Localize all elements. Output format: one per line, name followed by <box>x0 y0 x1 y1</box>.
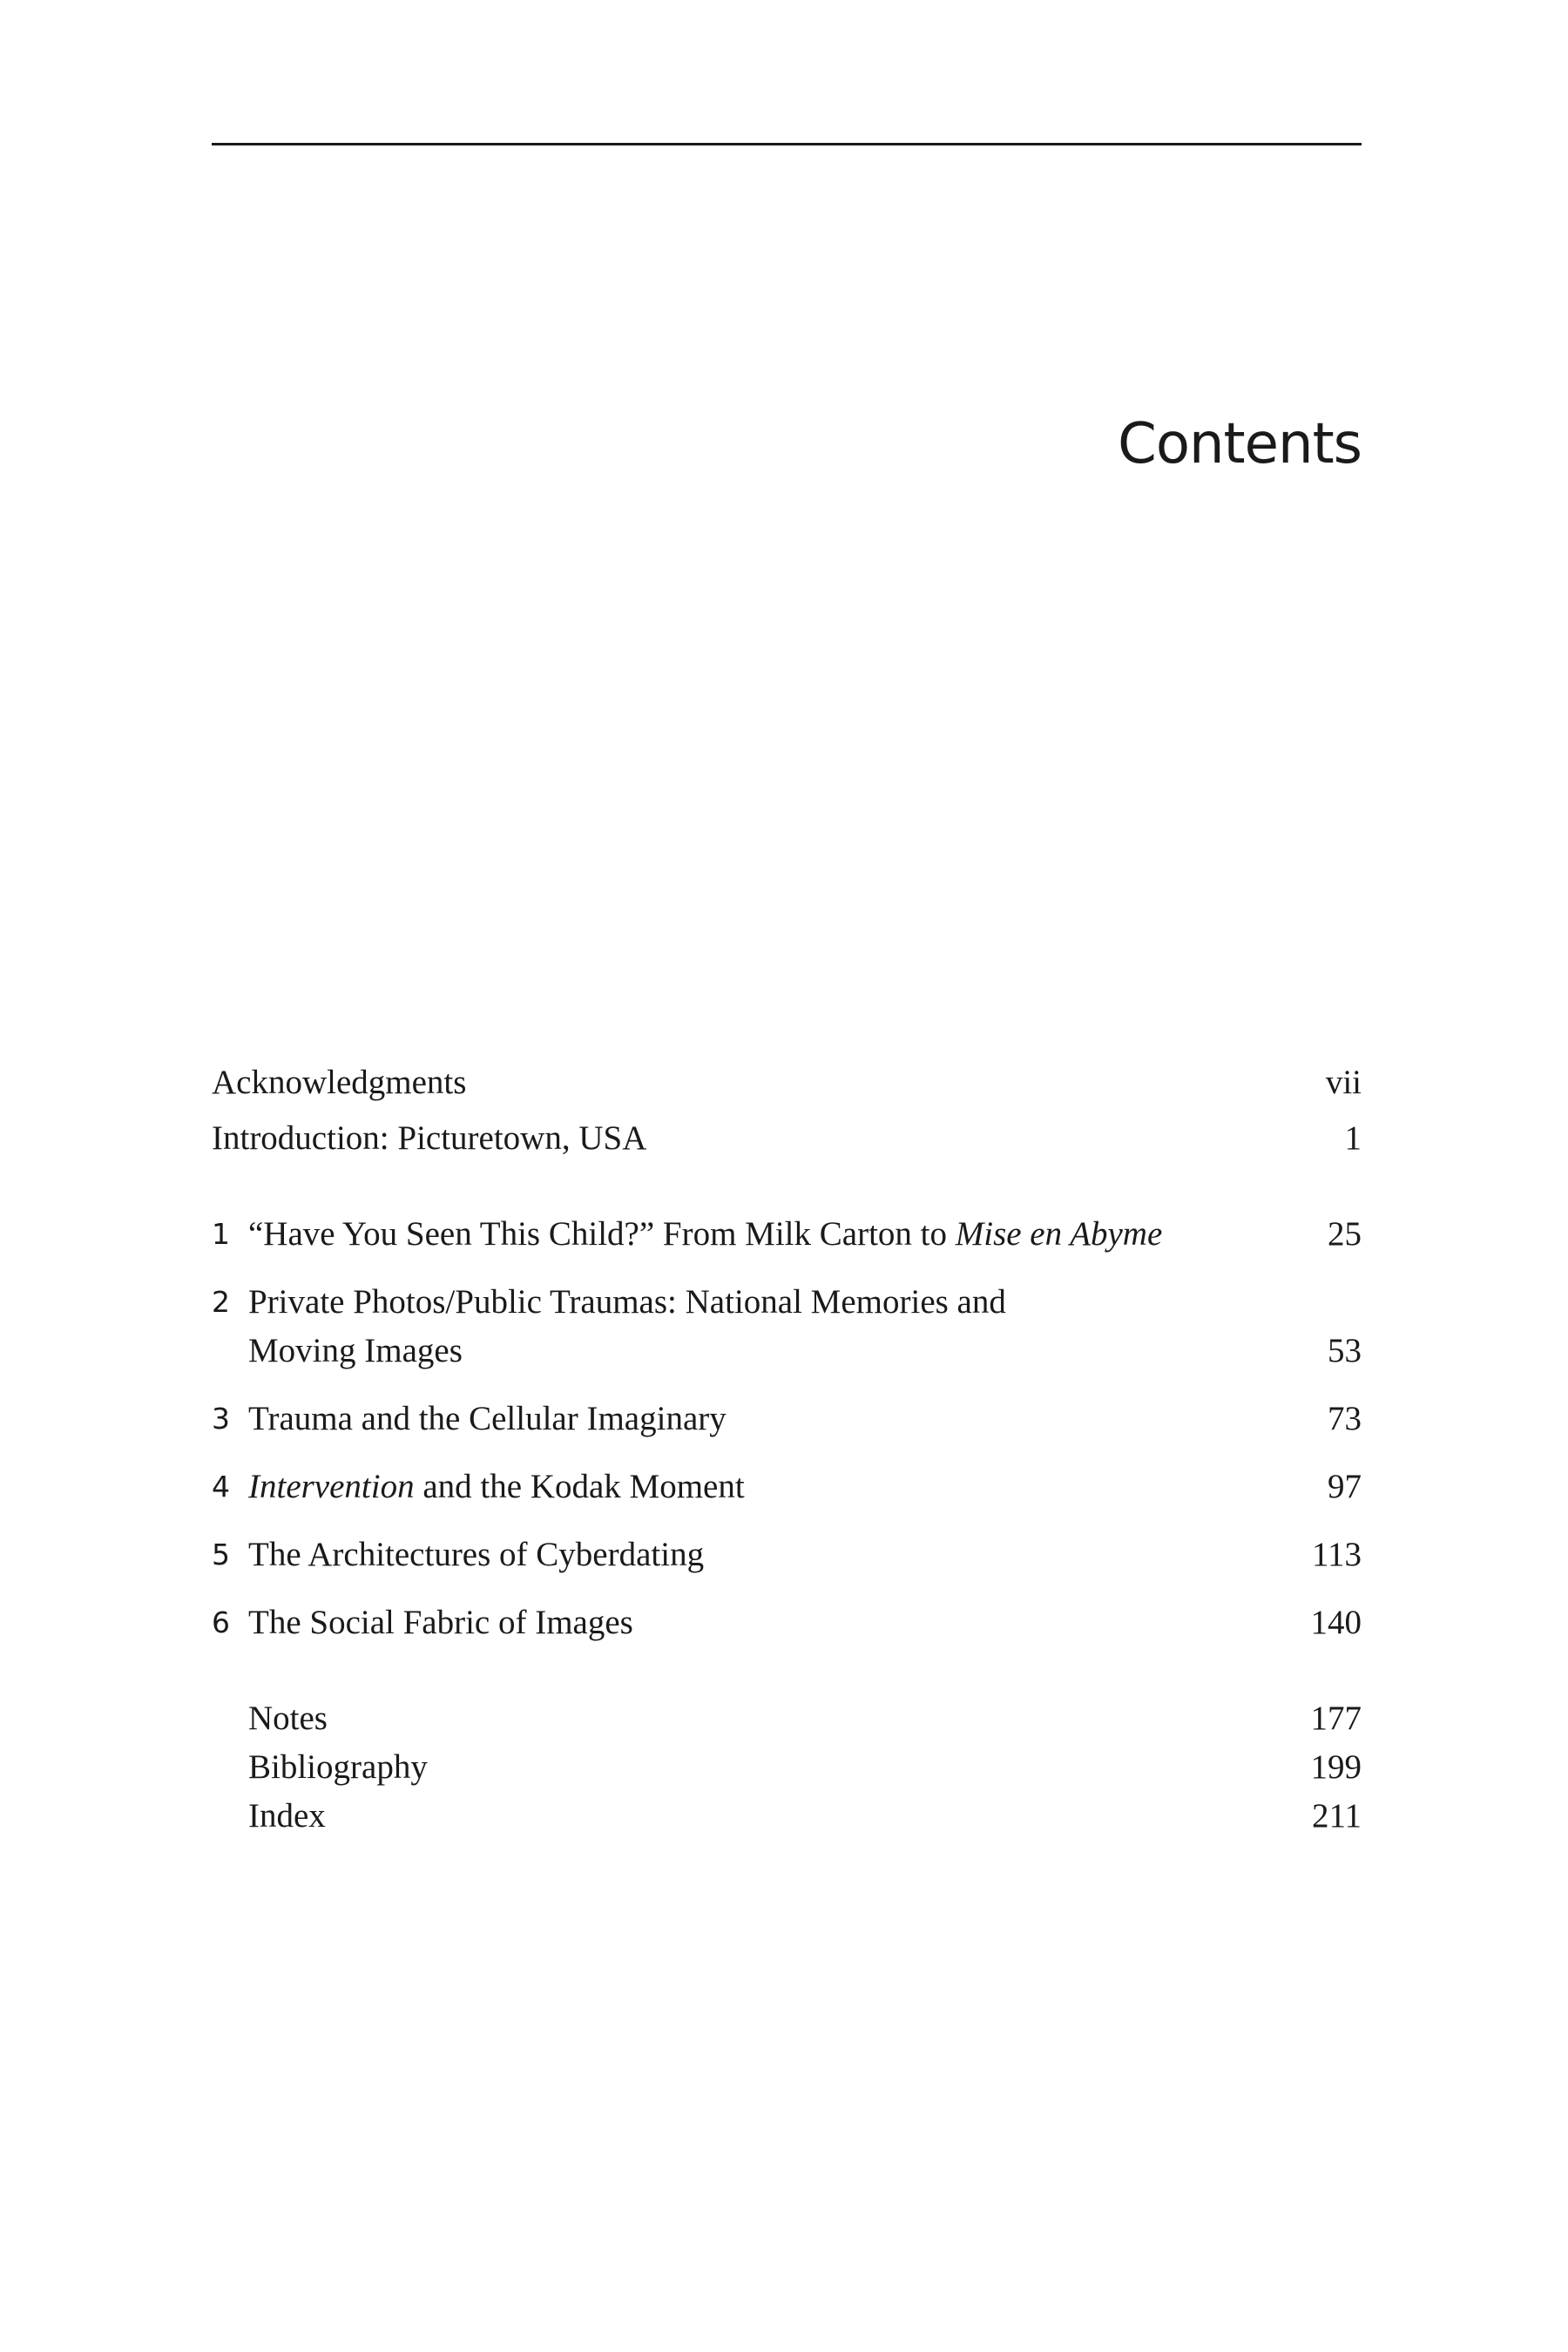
toc-entry-introduction[interactable] <box>212 1114 1362 1163</box>
toc-title-italic: Intervention <box>248 1468 415 1505</box>
toc-entry-title <box>248 1463 1292 1511</box>
toc-entry-chapter-3[interactable] <box>212 1395 1362 1443</box>
toc-entry-chapter-6[interactable] <box>212 1598 1362 1647</box>
toc-entry-title: Introduction: Picturetown, USA <box>212 1119 647 1157</box>
toc-entry-page: 140 <box>1310 1604 1362 1641</box>
toc-entry-title: The Social Fabric of Images <box>248 1604 633 1641</box>
chapter-number: 4 <box>212 1470 230 1504</box>
toc-entry-page: 113 <box>1311 1536 1362 1573</box>
toc-entry-page: 53 <box>1328 1332 1362 1369</box>
toc-entry-index[interactable] <box>212 1792 1362 1841</box>
toc-entry-chapter-4[interactable] <box>212 1463 1362 1511</box>
toc-entry-chapter-2[interactable] <box>212 1278 1362 1375</box>
page-title: Contents <box>1118 412 1362 476</box>
toc-entry-page: 97 <box>1328 1468 1362 1505</box>
toc-entry-title: Bibliography <box>248 1748 428 1786</box>
toc-entry-title: Notes <box>248 1700 328 1737</box>
toc-entry-title: The Architectures of Cyberdating <box>248 1536 705 1573</box>
toc-entry-chapter-5[interactable] <box>212 1531 1362 1579</box>
toc-title-text: and the Kodak Moment <box>414 1468 745 1505</box>
chapter-number: 3 <box>212 1402 230 1436</box>
toc-entry-page: 25 <box>1328 1215 1362 1253</box>
toc-entry-title: Trauma and the Cellular Imaginary <box>248 1400 727 1437</box>
toc-entry-title <box>248 1210 1292 1259</box>
toc-entry-title: Acknowledgments <box>212 1064 467 1101</box>
chapter-number: 6 <box>212 1605 230 1639</box>
toc-title-line-2: Moving Images <box>248 1332 463 1369</box>
toc-entry-chapter-1[interactable] <box>212 1210 1362 1259</box>
toc-entry-title: Index <box>248 1797 326 1835</box>
top-rule <box>212 143 1362 145</box>
table-of-contents <box>212 1058 1362 1841</box>
toc-entry-page: 73 <box>1328 1400 1362 1437</box>
toc-entry-page: vii <box>1325 1064 1362 1101</box>
toc-entry-page: 211 <box>1311 1797 1362 1835</box>
toc-entry-page: 177 <box>1310 1700 1362 1737</box>
chapter-number: 1 <box>212 1217 230 1251</box>
toc-title-text: “Have You Seen This Child?” From Milk Carton to <box>248 1215 956 1253</box>
toc-entry-bibliography[interactable] <box>212 1743 1362 1792</box>
toc-entry-title <box>248 1278 1292 1375</box>
chapter-number: 5 <box>212 1538 230 1571</box>
toc-entry-page: 199 <box>1310 1748 1362 1786</box>
toc-entry-acknowledgments[interactable] <box>212 1058 1362 1107</box>
toc-title-italic: Mise en Abyme <box>955 1215 1163 1253</box>
toc-entry-notes[interactable] <box>212 1694 1362 1743</box>
toc-title-line-1: Private Photos/Public Traumas: National Memories and <box>248 1283 1006 1321</box>
toc-entry-page: 1 <box>1344 1119 1362 1157</box>
chapter-number: 2 <box>212 1285 230 1319</box>
